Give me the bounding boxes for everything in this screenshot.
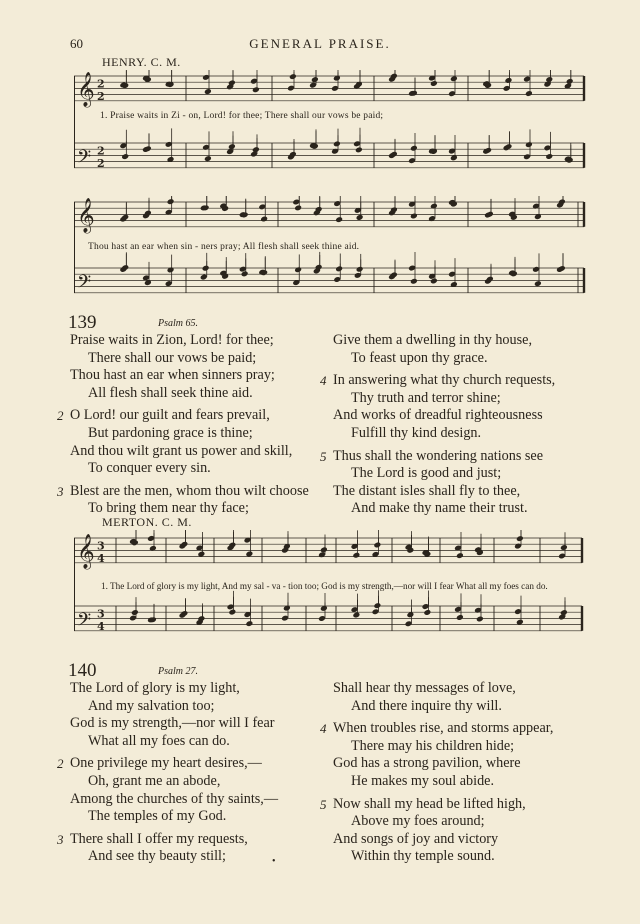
stanza (320, 795, 595, 866)
stanza-number: 5 (320, 448, 327, 464)
note-head (450, 75, 458, 82)
time-signature-icon: 4 (97, 619, 105, 633)
tune-title-merton: MERTON. C. M. (102, 515, 192, 529)
note-head (355, 147, 363, 154)
note-head (373, 542, 381, 549)
verse-text: Fulfill thy kind design. (351, 424, 482, 441)
verse-text: Within thy temple sound. (351, 848, 495, 865)
verse-line (57, 830, 332, 849)
verse-line (70, 350, 332, 368)
note-head (560, 544, 568, 551)
verse-text: And see thy beauty still; (88, 848, 226, 865)
stanza (57, 407, 332, 477)
verse-text: Thy truth and terror shine; (351, 389, 501, 406)
verse-line (57, 407, 332, 425)
note-head (356, 266, 364, 273)
note-head (320, 546, 328, 553)
verse-text: There may his children hide; (351, 737, 515, 754)
note-head (167, 267, 175, 274)
footer-mark: • (272, 856, 276, 867)
verse-text: O Lord! our guilt and fears prevail, (70, 407, 270, 424)
verse-line (70, 443, 332, 461)
verse-line (320, 447, 595, 466)
verse-text: The Lord is good and just; (351, 465, 502, 482)
verse-line (333, 738, 595, 756)
note-head (335, 216, 343, 223)
verse-line (320, 795, 595, 814)
stanza-number: 2 (57, 756, 64, 772)
lyrics-henry-line-2: Thou hast an ear when sin - ners pray; All flesh shall seek thine aid. (88, 242, 360, 252)
stanza-number: 4 (320, 373, 327, 389)
hymn-number-139: 139 (68, 312, 97, 333)
time-signature-icon: 2 (97, 89, 105, 103)
verse-line (70, 808, 332, 826)
note-head (204, 155, 212, 162)
verse-text: Give them a dwelling in thy house, (333, 332, 532, 348)
verse-text: All flesh shall seek thine aid. (88, 384, 253, 401)
verse-text: What all my foes can do. (88, 732, 230, 749)
note-head (252, 86, 260, 93)
verse-line (333, 848, 595, 866)
verse-line (70, 733, 332, 751)
note-head (228, 609, 236, 616)
verse-line (333, 390, 595, 408)
verse-line (70, 698, 332, 716)
note-head (545, 153, 553, 160)
verse-text: To conquer every sin. (88, 460, 211, 477)
time-signature-icon: 3 (97, 539, 105, 553)
note-head (525, 90, 533, 97)
verse-text: Above my foes around; (351, 813, 485, 830)
verse-line (333, 698, 595, 716)
verse-text: But pardoning grace is thine; (88, 424, 253, 441)
verse-text: God is my strength,—nor will I fear (70, 715, 275, 732)
verse-text: To bring them near thy face; (88, 500, 249, 517)
music-system-2 (74, 196, 586, 308)
bass-clef-icon: 𝄢 (77, 271, 92, 297)
note-head (204, 88, 212, 95)
note-head (294, 205, 302, 212)
verse-text: To feast upon thy grace. (351, 349, 488, 366)
note-head (410, 213, 418, 220)
note-head (456, 552, 464, 559)
note-head (525, 141, 533, 148)
lyrics-henry-line-1: 1. Praise waits in Zi - on, Lord! for thee; There shall our vows be paid; (100, 111, 384, 121)
note-head (352, 612, 360, 619)
stanza (320, 447, 595, 518)
verse-line (333, 680, 595, 698)
verse-text: Among the churches of thy saints,— (70, 790, 279, 807)
treble-clef-icon: 𝄞 (77, 71, 95, 107)
lyrics-merton-line-1: 1. The Lord of glory is my light, And my sal - va - tion too; God is my strength,—nor will I fear What all my foes can do. (101, 581, 548, 591)
verse-text: Now shall my head be lifted high, (333, 795, 526, 812)
note-head (260, 216, 268, 223)
note-head (423, 609, 431, 616)
verse-text: Blest are the men, whom thou wilt choose (70, 482, 309, 499)
note-head (534, 280, 542, 287)
verse-line (70, 332, 332, 350)
time-signature-icon: 2 (97, 156, 105, 170)
note-head (333, 141, 341, 148)
verse-line (70, 460, 332, 478)
note-head (456, 614, 464, 621)
verse-text: Thou hast an ear when sinners pray; (70, 367, 275, 384)
stanza-number: 3 (57, 483, 64, 499)
note-head (294, 266, 302, 273)
verse-text: And songs of joy and victory (333, 830, 499, 847)
stanza (333, 680, 595, 715)
stanza (320, 372, 595, 442)
verse-text: One privilege my heart desires,— (70, 755, 262, 772)
page-number: 60 (70, 36, 83, 51)
treble-clef-icon: 𝄞 (77, 197, 95, 233)
score-henry-line-2 (74, 196, 586, 308)
verse-text: The distant isles shall fly to thee, (333, 482, 521, 499)
stanza (70, 332, 332, 402)
verse-text: There shall I offer my requests, (70, 830, 248, 847)
verse-line (70, 680, 332, 698)
verse-line (333, 465, 595, 483)
verse-line (333, 350, 595, 368)
score-henry-line-1 (74, 70, 586, 184)
note-head (566, 78, 574, 85)
psalm-reference-65: Psalm 65. (158, 318, 198, 329)
verse-line (320, 372, 595, 390)
bass-clef-icon: 𝄢 (77, 146, 92, 172)
note-head (356, 214, 364, 221)
treble-clef-icon: 𝄞 (77, 533, 95, 569)
verse-text: And there inquire thy will. (351, 697, 502, 714)
stanza (57, 830, 332, 866)
verse-text: He makes my soul abide. (351, 772, 495, 789)
verse-text: And my salvation too; (88, 697, 215, 714)
verse-line (333, 425, 595, 443)
note-head (410, 278, 418, 285)
time-signature-icon: 2 (97, 144, 105, 158)
verse-text: And make thy name their trust. (351, 500, 528, 517)
note-head (335, 265, 343, 272)
stanza (57, 755, 332, 825)
note-head (476, 616, 484, 623)
stanza-number: 3 (57, 831, 64, 847)
verse-line (333, 500, 595, 518)
verse-text: Shall hear thy messages of love, (333, 680, 516, 696)
verse-text: Thus shall the wondering nations see (333, 447, 544, 464)
note-head (202, 265, 210, 272)
verse-line (70, 773, 332, 791)
verse-line (333, 407, 595, 425)
note-head (131, 609, 139, 616)
music-system-1 (74, 70, 586, 184)
tune-title-henry: HENRY. C. M. (102, 55, 181, 69)
stanza-number: 5 (320, 796, 327, 812)
note-head (245, 620, 253, 627)
note-head (410, 145, 418, 152)
verse-text: When troubles rise, and storms appear, (333, 720, 554, 737)
verse-line (57, 482, 332, 501)
verses-140-right (320, 680, 595, 871)
psalm-reference-27: Psalm 27. (158, 666, 198, 677)
verse-line (70, 367, 332, 385)
verse-line (333, 755, 595, 773)
verse-line (70, 715, 332, 733)
verse-line (70, 848, 332, 866)
verse-text: Praise waits in Zion, Lord! for thee; (70, 332, 274, 348)
verse-line (333, 332, 595, 350)
bass-clef-icon: 𝄢 (77, 609, 92, 635)
stanza (333, 332, 595, 367)
running-title: GENERAL PRAISE. (249, 36, 391, 51)
time-signature-icon: 3 (97, 607, 105, 621)
stanza-number: 4 (320, 721, 327, 737)
verse-line (70, 425, 332, 443)
verse-line (333, 831, 595, 849)
stanza (320, 720, 595, 790)
verse-line (70, 385, 332, 403)
verse-text: And thou wilt grant us power and skill, (70, 442, 293, 459)
verse-text: God has a strong pavilion, where (333, 755, 521, 772)
note-head (352, 552, 360, 559)
verses-139-right (320, 332, 595, 523)
time-signature-icon: 2 (97, 77, 105, 91)
note-head (516, 535, 524, 542)
verse-line (333, 483, 595, 501)
verse-text: The temples of my God. (88, 808, 227, 825)
verse-text: In answering what thy church requests, (333, 372, 556, 389)
verse-text: The Lord of glory is my light, (70, 680, 240, 696)
verse-line (320, 720, 595, 738)
note-head (505, 77, 513, 84)
verse-line (70, 791, 332, 809)
verse-text: And works of dreadful righteousness (333, 407, 543, 424)
verse-line (333, 813, 595, 831)
time-signature-icon: 4 (97, 551, 105, 565)
note-head (167, 198, 175, 205)
note-head (430, 80, 438, 87)
stanza (57, 482, 332, 518)
verse-text: Oh, grant me an abode, (88, 772, 221, 789)
note-head (149, 545, 157, 552)
note-head (373, 602, 381, 609)
hymn-number-140: 140 (68, 660, 97, 681)
stanza (70, 680, 332, 750)
note-head (289, 73, 297, 80)
stanza-number: 2 (57, 408, 64, 424)
verse-text: There shall our vows be paid; (88, 349, 257, 366)
verses-140-left (57, 680, 332, 871)
verse-line (333, 773, 595, 791)
verses-139-left (57, 332, 332, 523)
note-head (121, 153, 129, 160)
verse-line (57, 755, 332, 773)
